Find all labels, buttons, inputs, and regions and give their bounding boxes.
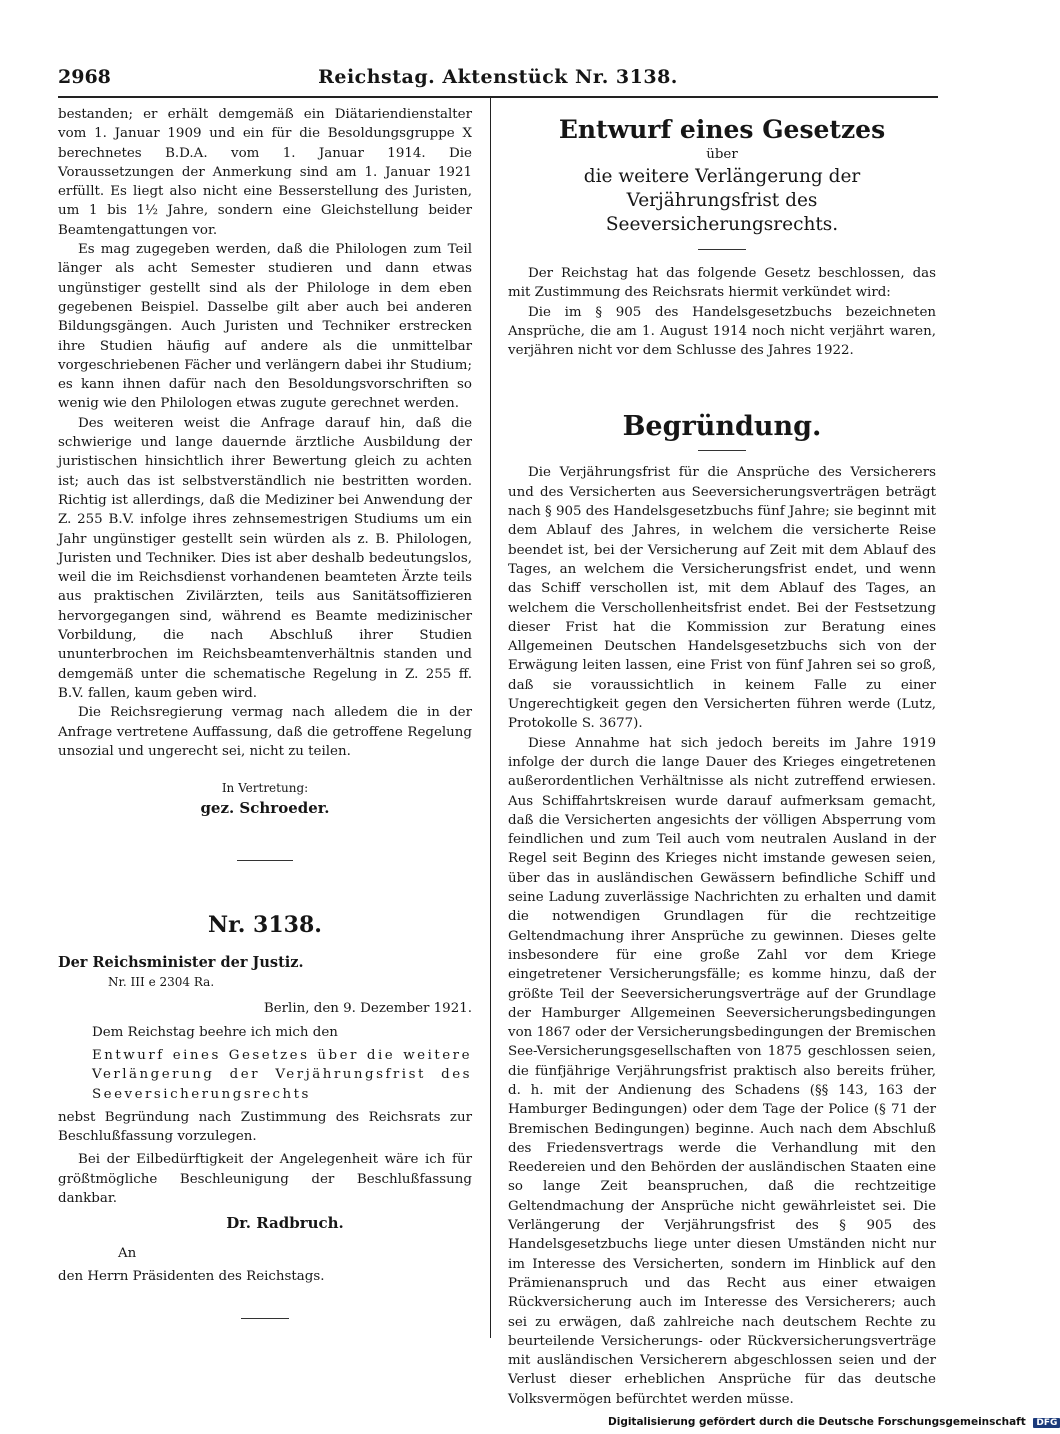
page-number: 2968	[58, 66, 111, 88]
paragraph: Die Reichsregierung vermag nach alledem die in der Anfrage vertretene Auffassung, daß die getroffene Regelung unsozial und ungerecht sei, nicht zu teilen.	[58, 705, 472, 759]
digitization-credit	[608, 1416, 1060, 1428]
left-column	[58, 105, 472, 1319]
paragraph: Es mag zugegeben werden, daß die Philologen zum Teil länger als acht Semester studieren und dann etwas ungünstiger gestellt sind als der Philologe in dem eben gegebenen Beispiel. Dasselbe gilt aber auch bei anderen Bildungsgängen. Auch Juristen und Techniker erstrecken ihre Studien häufig auf andere als die unmittelbar vorgeschriebenen Fächer und verlängern dabei ihr Studium; es kann ihnen dafür nach den Besoldungsvorschriften so wenig wie den Philologen etwas zugute gerechnet werden.	[58, 242, 472, 412]
law-text: Die im § 905 des Handelsgesetzbuchs bezeichneten Ansprüche, die am 1. August 1914 noch nicht verjährt waren, verjähren nicht vor dem Schlusse des Jahres 1922.	[508, 304, 936, 359]
header-rule	[58, 96, 938, 98]
paragraph: Des weiteren weist die Anfrage darauf hin, daß die schwierige und lange dauernde ärztliche Ausbildung der juristischen hinsichtlich ihrer Bewertung gleich zu achten ist; auch das ist selbstverständlich nie bestritten worden. Richtig ist allerdings, daß die Mediziner bei Anwendung der Z. 255 B.V. infolge ihres zehnsemestrigen Studiums um ein Jahr ungünstiger gestellt sein würden als z. B. Philologen, Juristen und Techniker. Dies ist aber deshalb bedeutungslos, weil die im Reichsdienst vorhandenen beamteten Ärzte teils aus praktischen Zivilärzten, teils aus Sanitätsoffizieren hervorgegangen sind, während es Beamte medizinischer Vorbildung, die nach Abschluß ihrer Studien ununterbrochen im Reichsbeamtenverhältnis standen und demgemäß unter die schematische Regelung in Z. 255 ff. B.V. fallen, kaum geben wird.	[58, 415, 472, 701]
section-rule	[237, 860, 293, 861]
letter-text: nebst Begründung nach Zustimmung des Reichsrats zur Beschlußfassung vorzulegen.	[58, 1109, 472, 1145]
paragraph: bestanden; er erhält demgemäß ein Diätariendienstalter vom 1. Januar 1909 und ein für die Besoldungsgruppe X berechnetes B.D.A. vom 1. Januar 1914. Die Voraussetzungen der Anmerkung sind am 1. Januar 1921 erfüllt. Es liegt also nicht eine Besserstellung des Juristen, um 1 bis 1½ Jahre, sondern eine Gleichstellung beider Beamtengattungen vor.	[58, 107, 472, 238]
page-header	[58, 66, 938, 96]
document-number-heading: Nr. 3138.	[208, 912, 322, 939]
section-rule	[698, 249, 746, 250]
right-column	[508, 105, 936, 1409]
dfg-logo: DFG	[1033, 1418, 1060, 1428]
bill-subtitle: die weitere Verlängerung der Verjährungsfrist des Seeversicherungsrechts.	[583, 166, 861, 235]
justification-paragraph: Die Verjährungsfrist für die Ansprüche des Versicherers und des Versicherten aus Seeversicherungsverträgen beträgt nach § 905 des Handelsgesetzbuchs fünf Jahre; sie beginnt mit dem Ablauf des Jahres, in welchem die versicherte Reise beendet ist, bei der Versicherung auf Zeit mit dem Ablauf des Tages, an welchem die Versicherungsfrist endet, und wenn das Schiff verschollen ist, mit dem Ablauf des Tages, an welchem die Verschollenheitsfrist endet. Bei der Festsetzung dieser Frist hat die Kommission zur Beratung eines Allgemeinen Deutschen Handelsgesetzbuchs sich von der Erwägung leiten lassen, eine Frist von fünf Jahren sei so groß, daß sie voraussichtlich in keinem Falle zu einer Ungerechtigkeit gegen den Versicherten führen werde (Lutz, Protokolle S. 3677).	[508, 465, 936, 732]
justification-title: Begründung.	[622, 411, 822, 443]
minister-signature: Dr. Radbruch.	[226, 1214, 344, 1233]
section-rule	[241, 1318, 289, 1319]
letter-text: Bei der Eilbedürftigkeit der Angelegenheit wäre ich für größtmögliche Beschleunigung der Beschlußfassung dankbar.	[58, 1152, 472, 1207]
credit-text: Digitalisierung gefördert durch die Deutsche Forschungsgemeinschaft	[608, 1416, 1026, 1428]
reference-number: Nr. III e 2304 Ra.	[108, 975, 215, 990]
running-title: Reichstag. Aktenstück Nr. 3138.	[318, 66, 678, 88]
bill-ueber: über	[706, 147, 738, 162]
bill-reference: Entwurf eines Gesetzes über die weitere Verlängerung der Verjährungsfrist des Seeversicherungsrechts	[92, 1047, 472, 1102]
column-divider	[490, 98, 491, 1338]
issuing-ministry: Der Reichsminister der Justiz.	[58, 954, 304, 972]
letter-date: Berlin, den 9. Dezember 1921.	[263, 1001, 472, 1017]
letter-opening: Dem Reichstag beehre ich mich den	[92, 1024, 338, 1040]
enactment-clause: Der Reichstag hat das folgende Gesetz beschlossen, das mit Zustimmung des Reichsrats hiermit verkündet wird:	[508, 266, 936, 301]
addressee: den Herrn Präsidenten des Reichstags.	[58, 1268, 325, 1284]
justification-paragraph: Diese Annahme hat sich jedoch bereits im Jahre 1919 infolge der durch die lange Dauer des Krieges eingetretenen außerordentlichen Verhältnisse als nicht zutreffend erwiesen. Aus Schiffahrtskreisen wurde darauf aufmerksam gemacht, daß die Versicherten angesichts der völligen Absperrung vom feindlichen und zum Teil auch vom neutralen Ausland in der Regel seit Beginn des Krieges nicht imstande gewesen seien, über das in ausländischen Gewässern befindliche Schiff und seine Ladung zuverlässige Nachrichten zu erhalten und damit die notwendigen Grundlagen für die rechtzeitige Geltendmachung ihrer Ansprüche zu gewinnen. Dieses gelte insbesondere für eine große Zahl vor dem Kriege eingetretener Versicherungsfälle; es komme hinzu, daß der größte Teil der Seeversicherungsverträge auf der Grundlage der Hamburger Allgemeinen Seeversicherungsbedingungen von 1867 oder der Versicherungsbedingungen der Bremischen See-Versicherungsgesellschaften von 1875 geschlossen seien, die fünfjährige Verjährungsfrist praktisch also bereits früher, d. h. mit der Andienung des Schadens (§§ 143, 163 der Hamburger Bedingungen) oder dem Tage der Police (§ 71 der Bremischen Bedingungen) beginne. Auch nach dem Abschluß des Friedensvertrags werde die Verhandlung mit den Reedereien und den Behörden der ausländischen Staaten eine so lange Zeit beanspruchen, daß die rechtzeitige Geltendmachung der Ansprüche nicht gewährleistet sei. Die Verlängerung der Verjährungsfrist des § 905 des Handelsgesetzbuchs liege unter diesen Umständen nicht nur im Interesse des Versicherten, sondern im Hinblick auf den Prämienanspruch und das Recht aus einer etwaigen Rückversicherung auch im Interesse des Versicherers; auch sei zu erwägen, daß zahlreiche nach deutschem Rechte zu beurteilende Versicherungs- oder Rückversicherungsverträge mit ausländischen Versicherern abgeschlossen seien und der Verlust dieser erheblichen Ansprüche für das deutsche Volksvermögen befürchtet werden müsse.	[508, 735, 936, 1407]
bill-title: Entwurf eines Gesetzes	[558, 115, 886, 144]
addressee-an: An	[118, 1245, 137, 1261]
signature: gez. Schroeder.	[200, 799, 330, 818]
section-rule	[698, 450, 746, 451]
vertretung-label: In Vertretung:	[221, 781, 309, 796]
